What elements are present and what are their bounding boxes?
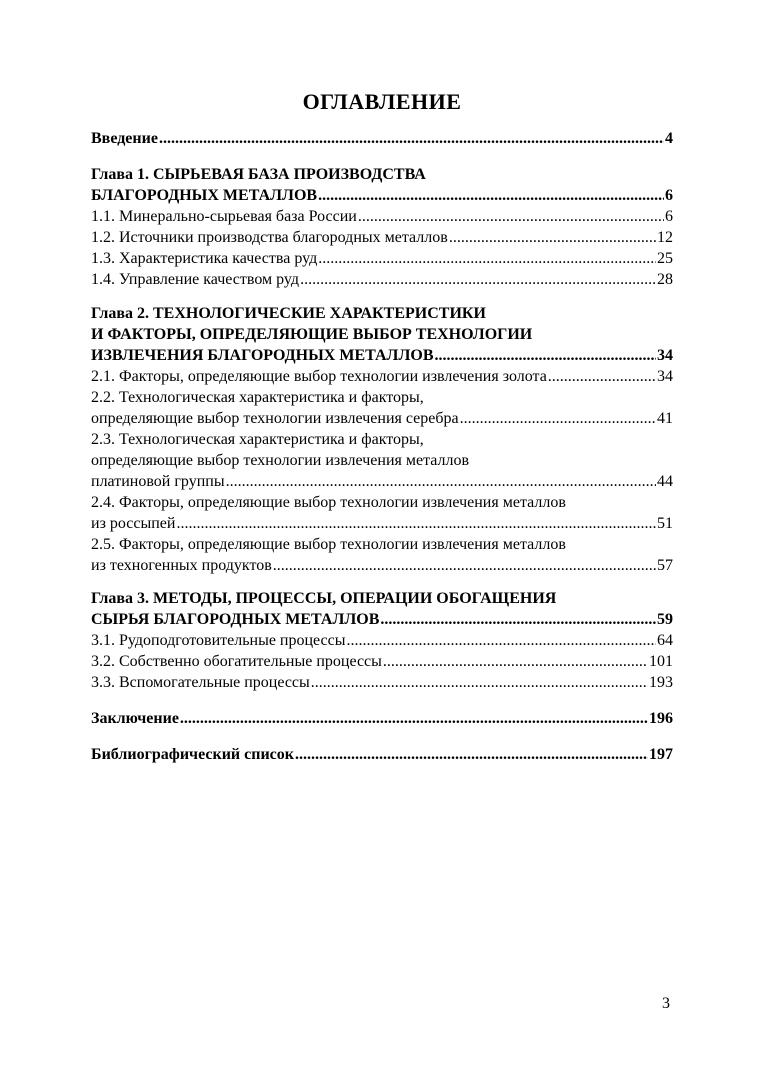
toc-entry-section-1-3[interactable] [91,248,673,269]
toc-entry-page: 34 [657,368,673,385]
toc-entry-label: Введение [91,130,158,147]
toc-entry-label: 1.2. Источники производства благородных металлов [91,229,448,246]
dot-leader [383,651,648,672]
toc-entry-label: БЛАГОРОДНЫХ МЕТАЛЛОВ [91,187,318,204]
toc-entry-label: из россыпей [91,515,176,532]
table-of-contents [91,128,673,765]
toc-entry-page: 4 [665,130,673,147]
toc-entry-page: 6 [665,187,673,204]
toc-entry-page: 64 [657,632,673,649]
dot-leader [300,269,656,290]
section-2-5-title-line: 2.5. Факторы, определяющие выбор технологии извлечения металлов [91,536,566,553]
dot-leader [311,672,648,693]
toc-entry-page: 34 [657,347,673,364]
toc-entry-label: 2.1. Факторы, определяющие выбор технологии извлечения золота [91,368,547,385]
dot-leader [318,248,656,269]
toc-entry-label: 3.3. Вспомогательные процессы [91,674,310,691]
toc-entry-label: Библиографический список [91,746,294,763]
toc-entry-label: 1.3. Характеристика качества руд [91,250,318,267]
dot-leader [435,345,657,366]
section-2-3-title-line: 2.3. Технологическая характеристика и факторы, [91,431,424,448]
toc-entry-section-3-1[interactable] [91,630,673,651]
toc-entry-page: 101 [649,653,673,670]
page-number: 3 [662,995,670,1012]
chapter-2-title-line: Глава 2. ТЕХНОЛОГИЧЕСКИЕ ХАРАКТЕРИСТИКИ [91,305,486,322]
toc-entry-section-2-1[interactable] [91,366,673,387]
toc-entry-label: определяющие выбор технологии извлечения серебра [91,410,459,427]
toc-entry-section-1-4[interactable] [91,269,673,290]
toc-entry-chapter-3[interactable] [91,609,673,630]
toc-entry-label: Заключение [91,710,179,727]
dot-leader [176,513,656,534]
dot-leader [295,744,648,765]
toc-entry-page: 25 [657,250,673,267]
toc-entry-page: 51 [657,515,673,532]
section-2-2-title-line: 2.2. Технологическая характеристика и факторы, [91,389,424,406]
toc-entry-label: 1.1. Минерально-сырьевая база России [91,208,357,225]
toc-entry-intro[interactable] [91,128,673,149]
dot-leader [358,206,664,227]
toc-entry-label: 3.2. Собственно обогатительные процессы [91,653,382,670]
toc-entry-label: ИЗВЛЕЧЕНИЯ БЛАГОРОДНЫХ МЕТАЛЛОВ [91,347,434,364]
toc-entry-section-3-2[interactable] [91,651,673,672]
toc-entry-label: платиновой группы [91,473,225,490]
toc-entry-page: 12 [657,229,673,246]
section-2-4-title-line: 2.4. Факторы, определяющие выбор технологии извлечения металлов [91,494,566,511]
toc-entry-page: 57 [657,557,673,574]
toc-entry-section-2-5[interactable] [91,555,673,576]
chapter-1-title-line: Глава 1. СЫРЬЕВАЯ БАЗА ПРОИЗВОДСТВА [91,166,426,183]
toc-entry-section-1-1[interactable] [91,206,673,227]
toc-entry-chapter-2[interactable] [91,345,673,366]
toc-entry-label: 1.4. Управление качеством руд [91,271,300,288]
dot-leader [226,471,656,492]
toc-entry-label: 3.1. Рудоподготовительные процессы [91,632,346,649]
toc-entry-section-1-2[interactable] [91,227,673,248]
toc-entry-page: 193 [649,674,673,691]
chapter-2-title-line: И ФАКТОРЫ, ОПРЕДЕЛЯЮЩИЕ ВЫБОР ТЕХНОЛОГИИ [91,326,533,343]
dot-leader [380,609,656,630]
chapter-3-title-line: Глава 3. МЕТОДЫ, ПРОЦЕССЫ, ОПЕРАЦИИ ОБОГАЩЕНИЯ [91,590,557,607]
toc-entry-page: 41 [657,410,673,427]
dot-leader [318,185,664,206]
dot-leader [273,555,656,576]
toc-entry-section-3-3[interactable] [91,672,673,693]
toc-entry-page: 44 [657,473,673,490]
toc-entry-section-2-4[interactable] [91,513,673,534]
toc-entry-page: 197 [649,746,673,763]
toc-entry-page: 28 [657,271,673,288]
dot-leader [548,366,656,387]
toc-entry-bibliography[interactable] [91,744,673,765]
page-title: ОГЛАВЛЕНИЕ [302,89,462,114]
dot-leader [159,128,664,149]
dot-leader [180,708,648,729]
toc-entry-page: 6 [665,208,673,225]
toc-entry-label: из техногенных продуктов [91,557,272,574]
dot-leader [460,408,656,429]
dot-leader [449,227,656,248]
toc-entry-conclusion[interactable] [91,708,673,729]
section-2-3-title-line: определяющие выбор технологии извлечения металлов [91,452,470,469]
toc-entry-label: СЫРЬЯ БЛАГОРОДНЫХ МЕТАЛЛОВ [91,611,380,628]
dot-leader [347,630,657,651]
toc-entry-chapter-1[interactable] [91,185,673,206]
toc-entry-section-2-2[interactable] [91,408,673,429]
toc-entry-page: 196 [649,710,673,727]
toc-entry-section-2-3[interactable] [91,471,673,492]
toc-entry-page: 59 [657,611,673,628]
